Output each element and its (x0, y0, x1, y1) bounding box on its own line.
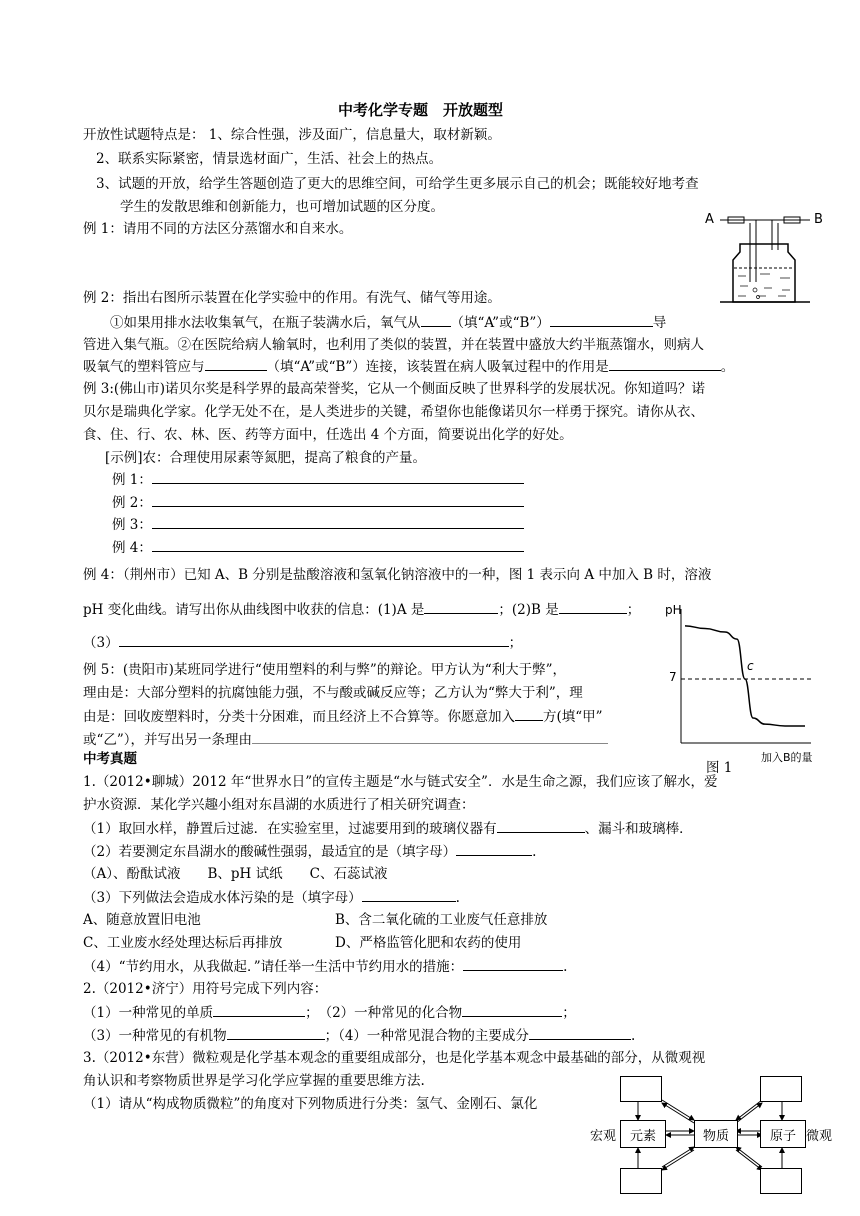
answer-blank[interactable] (515, 706, 543, 721)
intro-line: 开放性试题特点是： 1、综合性强，涉及面广，信息量大，取材新颖。 (83, 127, 501, 143)
intro-line: 2、联系实际紧密，情景选材面广，生活、社会上的热点。 (96, 151, 443, 167)
answer-blank[interactable] (421, 312, 451, 327)
label-b: B (814, 212, 823, 227)
q1-line: （2）若要测定东昌湖水的酸碱性强弱，最适宜的是（填字母） . (83, 841, 536, 862)
example-3: 例 3:(佛山市)诺贝尔奖是科学界的最高荣誉奖，它从一个侧面反映了世界科学的发展状况。你知道吗？诺 (83, 381, 705, 397)
answer-blank[interactable] (213, 1002, 305, 1017)
answer-blank[interactable] (462, 1002, 562, 1017)
answer-line-1: 例 1： (112, 469, 524, 490)
answer-line-2: 例 2： (112, 492, 524, 513)
q1-option-d: D、严格监管化肥和农药的使用 (335, 935, 522, 951)
concept-diagram (590, 1070, 840, 1210)
example-2-line: ①如果用排水法收集氧气，在瓶子装满水后，氧气从 （填“A”或“B”） 导 (110, 312, 666, 333)
example-2-line: 管进入集气瓶。②在医院给病人输氧时，也利用了类似的装置，并在装置中盛放大约半瓶蒸馏水，则病人 (83, 337, 704, 353)
example-2: 例 2：指出右图所示装置在化学实验中的作用。有洗气、储气等用途。 (83, 290, 501, 306)
answer-blank[interactable] (205, 356, 267, 371)
answer-blank[interactable] (252, 729, 608, 744)
gas-bottle-figure (700, 210, 830, 306)
example-5-line: 或“乙”），并写出另一条理由 (83, 729, 608, 750)
example-3-line: 食、住、行、农、林、医、药等方面中，任选出 4 个方面，简要说出化学的好处。 (83, 427, 573, 443)
q1-line: （1）取回水样，静置后过滤．在实验室里，过滤要用到的玻璃仪器有 、漏斗和玻璃棒． (83, 818, 693, 839)
chart-xlabel: 加入B的量 (761, 751, 813, 764)
answer-blank[interactable] (227, 1025, 325, 1040)
q1-line: 1.（2012•聊城）2012 年“世界水日”的宣传主题是“水与链式安全”．水是生命之源，我们应该了解水，爱 (83, 774, 718, 790)
empty-box (760, 1076, 802, 1102)
chart-point-label: c (747, 659, 754, 673)
empty-box (620, 1168, 662, 1194)
answer-blank[interactable] (609, 356, 721, 371)
chart-ylabel: pH (665, 603, 682, 617)
ph-chart (665, 603, 825, 771)
example-1: 例 1：请用不同的方法区分蒸馏水和自来水。 (83, 221, 353, 237)
example-4: 例 4：（荆州市）已知 A、B 分别是盐酸溶液和氢氧化钠溶液中的一种，图 1 表示向 A 中加入 B 时，溶液 (83, 567, 712, 583)
intro-line: 3、试题的开放，给学生答题创造了更大的思维空间，可给学生更多展示自己的机会；既能较好地考查 (96, 176, 699, 192)
example-2-line: 吸氧气的塑料管应与 （填“A”或“B”）连接，该装置在病人吸氧过程中的作用是 。 (83, 356, 734, 377)
q1-line: （4）“节约用水，从我做起．”请任举一生活中节约用水的措施： . (83, 956, 567, 977)
example-3-line: 贝尔是瑞典化学家。化学无处不在，是人类进步的关键，希望你也能像诺贝尔一样勇于探究。请你从衣、 (83, 404, 704, 420)
label-a: A (705, 212, 714, 227)
page-title: 中考化学专题 开放题型 (338, 101, 504, 119)
answer-blank[interactable] (424, 599, 498, 614)
empty-box (760, 1168, 802, 1194)
q1-line: （3）下列做法会造成水体污染的是（填字母） . (83, 887, 460, 908)
answer-blank[interactable] (550, 312, 653, 327)
answer-line-3: 例 3： (112, 514, 524, 535)
q1-line: 护水资源．某化学兴趣小组对东昌湖的水质进行了相关研究调查： (83, 797, 475, 813)
intro-line: 学生的发散思维和创新能力，也可增加试题的区分度。 (120, 199, 444, 215)
answer-blank[interactable] (559, 599, 627, 614)
chart-caption: 图 1 (706, 760, 733, 776)
answer-blank[interactable] (152, 469, 524, 484)
micro-label: 微观 (806, 1129, 833, 1144)
example-5-line: 由是：回收废塑料时，分类十分困难，而且经济上不合算等。你愿意加入 方(填“甲” (83, 706, 603, 727)
answer-blank[interactable] (152, 537, 524, 552)
atom-box: 原子 (760, 1120, 806, 1148)
answer-blank[interactable] (529, 1025, 631, 1040)
q2-line: （3）一种常见的有机物 ；（4）一种常见混合物的主要成分 . (83, 1025, 635, 1046)
q3-line: 3.（2012•东营）微粒观是化学基本观念的重要组成部分，也是化学基本观念中最基础的部分，从微观视 (83, 1050, 706, 1066)
empty-box (620, 1076, 662, 1102)
example-5-line: 理由是：大部分塑料的抗腐蚀能力强，不与酸或碱反应等；乙方认为“弊大于利”，理 (83, 685, 583, 701)
gas-bottle-icon (700, 210, 830, 306)
example-5: 例 5：(贵阳市)某班同学进行“使用塑料的利与弊”的辩论。甲方认为“利大于弊”， (83, 662, 567, 678)
q1-option-c: C、工业废水经处理达标后再排放 (83, 935, 283, 951)
answer-blank[interactable] (456, 841, 532, 856)
q2-line: （1）一种常见的单质 ； （2）一种常见的化合物 ； (83, 1002, 576, 1023)
answer-blank[interactable] (497, 818, 585, 833)
chart-seven-label: 7 (669, 670, 677, 684)
example-4-line: pH 变化曲线。请写出你从曲线图中收获的信息：(1)A 是 ；(2)B 是 ； (83, 599, 640, 620)
example-3-sample: [示例]农：合理使用尿素等氮肥，提高了粮食的产量。 (105, 450, 427, 466)
q1-option-b: B、含二氧化硫的工业废气任意排放 (335, 912, 548, 928)
example-4-line: （3） ； (83, 632, 522, 653)
macro-label: 宏观 (590, 1129, 617, 1144)
section-heading: 中考真题 (83, 751, 137, 767)
element-box: 元素 (620, 1120, 666, 1148)
q3-line: 角认识和考察物质世界是学习化学应掌握的重要思维方法. (83, 1073, 425, 1089)
answer-blank[interactable] (119, 632, 509, 647)
answer-blank[interactable] (463, 956, 563, 971)
q3-line: （1）请从“构成物质微粒”的角度对下列物质进行分类：氢气、金刚石、氯化 (83, 1096, 538, 1112)
q1-option-a: A、随意放置旧电池 (83, 912, 201, 928)
ph-curve (685, 626, 805, 726)
answer-blank[interactable] (152, 492, 524, 507)
q1-options: （A）、酚酞试液 B、pH 试纸 C、石蕊试液 (83, 866, 388, 882)
answer-blank[interactable] (362, 887, 456, 902)
substance-box: 物质 (694, 1120, 738, 1148)
answer-line-4: 例 4： (112, 537, 524, 558)
answer-blank[interactable] (152, 514, 524, 529)
q2-line: 2.（2012•济宁）用符号完成下列内容： (83, 981, 328, 997)
